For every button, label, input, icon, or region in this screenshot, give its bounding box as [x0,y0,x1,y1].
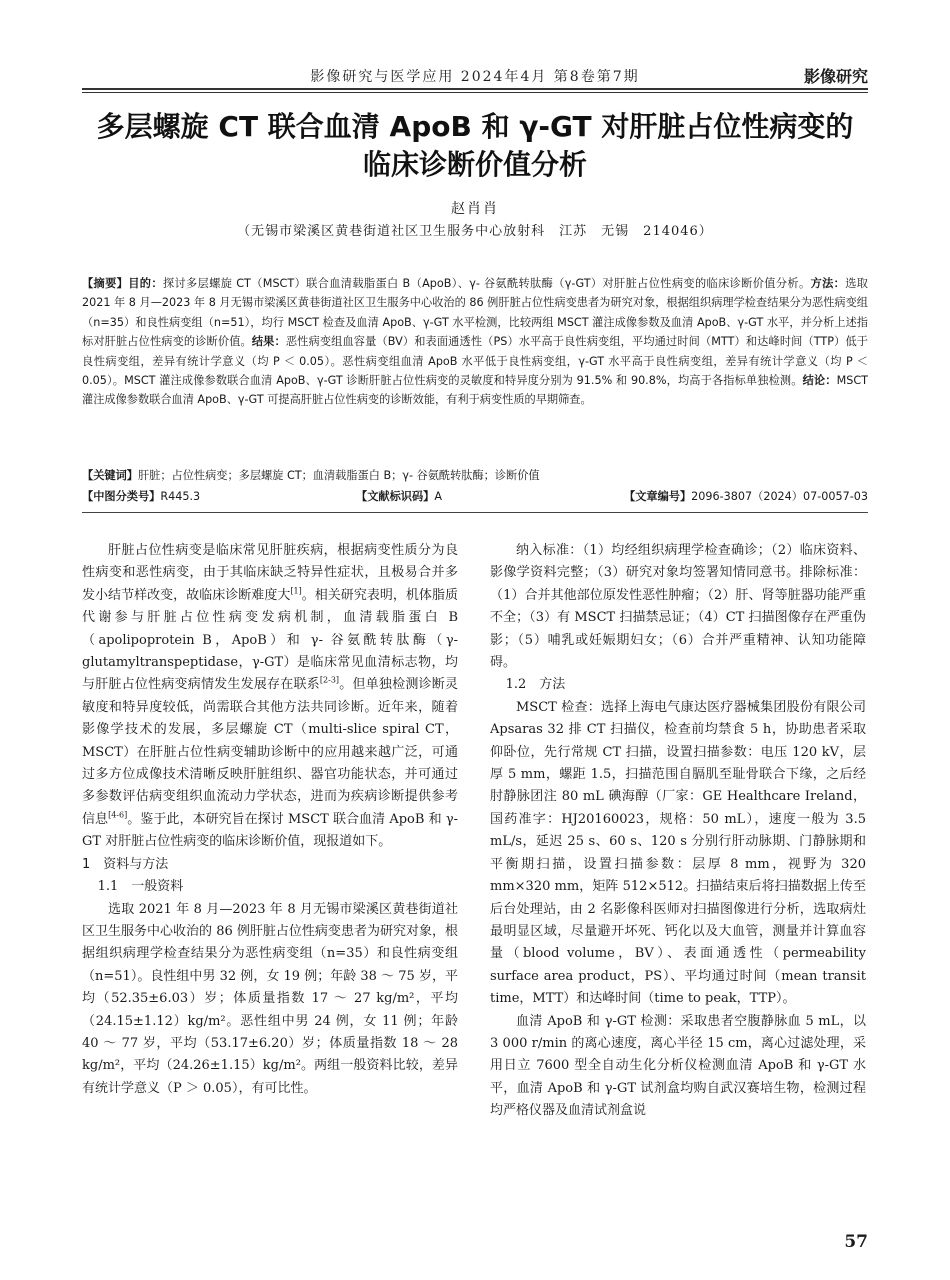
header-rule [82,88,868,90]
serum-paragraph: 血清 ApoB 和 γ-GT 检测：采取患者空腹静脉血 5 mL，以 3 000 r/min 的离心速度，离心半径 15 cm，离心过滤处理，采用日立 7600 型全自动生化分析仪检测血清 ApoB 和 γ-GT 水平，血清 ApoB 和 γ-GT 试剂盒均购自武汉赛培生物，检测过程均严格仪器及血清试剂盒说 [490,1013,866,1119]
intro-text-d: 。鉴于此，本研究旨在探讨 MSCT 联合血清 ApoB 和 γ-GT 对肝脏占位性病变的临床诊断价值，现报道如下。 [82,811,458,850]
methods-label: 方法： [810,277,846,290]
page-number: 57 [844,1232,868,1252]
keywords-text: 肝脏；占位性病变；多层螺旋 CT；血清载脂蛋白 B；γ- 谷氨酰转肽酶；诊断价值 [137,469,540,482]
left-column [82,540,458,1100]
citation: [4-6] [108,810,128,820]
article-title [40,108,910,184]
clc-value: R445.3 [160,490,201,503]
article-number [624,488,868,504]
methods-text: 选取 2021 年 8 月—2023 年 8 月无锡市梁溪区黄巷街道社区卫生服务中心收治的 86 例肝脏占位性病变患者为研究对象，根据组织病理学检查结果分为恶性病变组（n=35）和良性病变组（n=51），均行 MSCT 检查及血清 ApoB、γ-GT 水平检测，比较两组 MSCT 灌注成像参数及血清 ApoB、γ-GT 水平，并分析上述指标对肝脏占位性病变的诊断价值。 [82,277,868,349]
clc-code [82,488,200,504]
objective-text: 探讨多层螺旋 CT（MSCT）联合血清载脂蛋白 B（ApoB）、γ- 谷氨酰转肽酶（γ-GT）对肝脏占位性病变的临床诊断价值分析。 [162,277,811,290]
citation: [2-3] [319,676,340,686]
keywords [82,466,868,485]
doc-code [356,488,442,504]
doc-value: A [434,490,442,503]
author: 赵肖肖 [451,201,499,217]
intro-text-c: 。但单独检测诊断灵敏度和特异度较低，尚需联合其他方法共同诊断。近年来，随着影像学技术的发展，多层螺旋 CT（multi-slice spiral CT，MSCT）在肝脏占位性病变辅助诊断中的应用越来越广泛，可通过多方位成像技术清晰反映肝脏组织、器官功能状态，并可通过多参数评估病变组织血流动力学状态，进而为疾病诊断提供参考信息 [82,677,458,827]
affiliation: （无锡市梁溪区黄巷街道社区卫生服务中心放射科 江苏 无锡 214046） [237,224,713,239]
keywords-label: 【关键词】 [82,469,138,482]
citation: [1] [290,586,302,596]
intro-text-b: 。相关研究表明，机体脂质代谢参与肝脏占位性病变发病机制，血清载脂蛋白 B（apolipoprotein B，ApoB）和 γ- 谷氨酰转肽酶（γ-glutamyltranspeptidase，γ-GT）是临床常见血清标志物，均与肝脏占位性病变病情发生发展存在联系 [82,587,458,693]
intro-paragraph [82,540,458,854]
classification-row [82,488,868,508]
subsection-heading: 1.2 方法 [505,677,566,693]
intro-text-a: 肝脏占位性病变是临床常见肝脏疾病，根据病变性质分为良性病变和恶性病变，由于其临床缺乏特异性症状，且极易合并多发小结节样改变，故临床诊断难度大 [82,543,458,603]
abstract-label: 【摘要】 [82,277,129,290]
clc-label: 【中图分类号】 [82,490,161,503]
conclusion-text: MSCT 灌注成像参数联合血清 ApoB、γ-GT 可提高肝脏占位性病变的诊断效能，有利于病变性质的早期筛查。 [82,374,868,407]
classification-rule [82,512,868,513]
general-data-paragraph: 选取 2021 年 8 月—2023 年 8 月无锡市梁溪区黄巷街道社区卫生服务中心收治的 86 例肝脏占位性病变患者为研究对象，根据组织病理学检查结果分为恶性病变组（n=35）和良性病变组（n=51）。良性组中男 32 例，女 19 例；年龄 38 ～ 75 岁，平均（52.35±6.03）岁；体质量指数 17 ～ 27 kg/m²，平均（24.15±1.12）kg/m²。恶性组中男 24 例，女 11 例；年龄 40 ～ 77 岁，平均（53.17±6.20）岁；体质量指数 18 ～ 28 kg/m²，平均（24.26±1.15）kg/m²。两组一般资料比较，差异有统计学意义（P ＞ 0.05），有可比性。 [82,901,458,1096]
article-value: 2096-3807（2024）07-0057-03 [691,490,868,503]
title-line-2: 临床诊断价值分析 [362,148,587,181]
objective-label: 目的： [128,277,163,290]
header-rule-thin [82,92,868,93]
title-line-1: 多层螺旋 CT 联合血清 ApoB 和 γ-GT 对肝脏占位性病变的 [96,110,854,143]
results-label: 结果： [251,335,286,349]
doc-label: 【文献标识码】 [356,490,435,503]
criteria-paragraph: 纳入标准：（1）均经组织病理学检查确诊；（2）临床资料、影像学资料完整；（3）研究对象均签署知情同意书。排除标准：（1）合并其他部位原发性恶性肿瘤；（2）肝、肾等脏器功能严重不全；（3）有 MSCT 扫描禁忌证；（4）CT 扫描图像存在严重伪影；（5）哺乳或妊娠期妇女；（6）合并严重精神、认知功能障碍。 [490,543,866,671]
abstract [82,274,868,410]
journal-header: 影像研究与医学应用 2024年4月 第8卷第7期 [310,69,640,85]
section-heading: 1 资料与方法 [82,856,169,872]
conclusion-label: 结论： [802,374,837,388]
section-tag: 影像研究 [803,67,868,86]
subsection-heading: 1.1 一般资料 [97,879,184,895]
msct-paragraph: MSCT 检查：选择上海电气康达医疗器械集团股份有限公司 Apsaras 32 排 CT 扫描仪，检查前均禁食 5 h，协助患者采取仰卧位，先行常规 CT 扫描，设置扫描参数：电压 120 kV，层厚 5 mm，螺距 1.5，扫描范围自膈肌至耻骨联合下缘，之后经肘静脉团注 80 mL 碘海醇（厂家：GE Healthcare Ireland，国药准字：HJ20160023，规格：50 mL），速度一般为 3.5 mL/s，延迟 25 s、60 s、120 s 分别行肝动脉期、门静脉期和平衡期扫描，设置扫描参数：层厚 8 mm，视野为 320 mm×320 mm，矩阵 512×512。扫描结束后将扫描数据上传至后台处理站，由 2 名影像科医师对扫描图像进行分析，选取病灶最明显区域，尽量避开坏死、钙化以及大血管，测量并计算血容量（blood volume，BV）、表面通透性（permeability surface area product，PS）、平均通过时间（mean transit time，MTT）和达峰时间（time to peak，TTP）。 [490,699,866,1007]
article-label: 【文章编号】 [624,490,692,503]
results-text: 恶性病变组血容量（BV）和表面通透性（PS）水平高于良性病变组，平均通过时间（MTT）和达峰时间（TTP）低于良性病变组，差异有统计学意义（均 P ＜ 0.05）。恶性病变组血清 ApoB 水平低于良性病变组，γ-GT 水平高于良性病变组，差异有统计学意义（均 P ＜ 0.05）。MSCT 灌注成像参数联合血清 ApoB、γ-GT 诊断肝脏占位性病变的灵敏度和特异度分别为 91.5% 和 90.8%，均高于各指标单独检测。 [82,335,868,388]
right-column [490,540,866,1123]
